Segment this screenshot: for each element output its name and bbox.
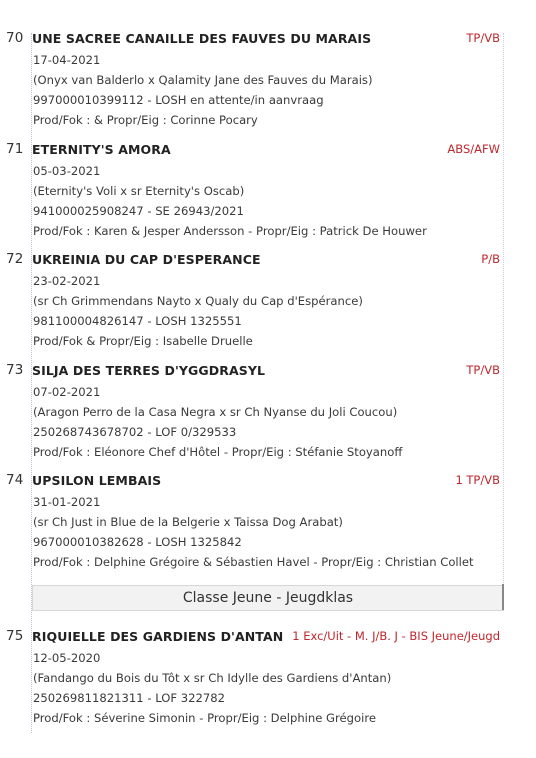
parents-line: (Eternity's Voli x sr Eternity's Oscab) <box>33 184 245 198</box>
dog-name: ETERNITY'S AMORA <box>32 142 171 157</box>
entry-result: ABS/AFW <box>447 142 500 156</box>
breeder-owner-line: Prod/Fok : Delphine Grégoire & Sébastien Havel - Propr/Eig : Christian Collet <box>33 555 474 569</box>
breeder-owner-line: Prod/Fok : Karen & Jesper Andersson - Propr/Eig : Patrick De Houwer <box>33 224 427 238</box>
entry-header <box>0 472 536 492</box>
id-registration-line: 941000025908247 - SE 26943/2021 <box>33 204 244 218</box>
date-of-birth: 17-04-2021 <box>33 53 101 67</box>
entry-number: 75 <box>6 628 24 644</box>
parents-line: (Aragon Perro de la Casa Negra x sr Ch Nyanse du Joli Coucou) <box>33 405 398 419</box>
catalog-entry <box>0 628 536 728</box>
entry-result: 1 TP/VB <box>455 473 500 487</box>
catalog-entry <box>0 472 536 572</box>
class-heading-edge <box>502 584 504 610</box>
entry-result: TP/VB <box>466 31 500 45</box>
breeder-owner-line: Prod/Fok : Eléonore Chef d'Hôtel - Propr/Eig : Stéfanie Stoyanoff <box>33 445 403 459</box>
id-registration-line: 981100004826147 - LOSH 1325551 <box>33 314 242 328</box>
dog-name: UKREINIA DU CAP D'ESPERANCE <box>32 252 261 267</box>
parents-line: (Onyx van Balderlo x Qalamity Jane des Fauves du Marais) <box>33 73 373 87</box>
dog-name: UNE SACREE CANAILLE DES FAUVES DU MARAIS <box>32 31 372 46</box>
parents-line: (sr Ch Grimmendans Nayto x Qualy du Cap d'Espérance) <box>33 294 363 308</box>
entry-result: P/B <box>481 252 500 266</box>
entry-number: 72 <box>6 251 24 267</box>
entry-header <box>0 141 536 161</box>
dog-name: UPSILON LEMBAIS <box>32 473 162 488</box>
date-of-birth: 07-02-2021 <box>33 385 101 399</box>
id-registration-line: 967000010382628 - LOSH 1325842 <box>33 535 242 549</box>
dog-name: SILJA DES TERRES D'YGGDRASYL <box>32 363 266 378</box>
breeder-owner-line: Prod/Fok & Propr/Eig : Isabelle Druelle <box>33 334 253 348</box>
catalog-entry <box>0 141 536 241</box>
catalog-entry <box>0 362 536 462</box>
entry-result: 1 Exc/Uit - M. J/B. J - BIS Jeune/Jeugd <box>292 629 500 643</box>
date-of-birth: 05-03-2021 <box>33 164 101 178</box>
catalog-entry <box>0 30 536 130</box>
date-of-birth: 12-05-2020 <box>33 651 101 665</box>
breeder-owner-line: Prod/Fok : & Propr/Eig : Corinne Pocary <box>33 113 258 127</box>
entry-result: TP/VB <box>466 363 500 377</box>
entry-number: 70 <box>6 30 24 46</box>
entry-number: 71 <box>6 141 24 157</box>
id-registration-line: 250269811821311 - LOF 322782 <box>33 691 225 705</box>
entry-number: 73 <box>6 362 24 378</box>
breeder-owner-line: Prod/Fok : Séverine Simonin - Propr/Eig : Delphine Grégoire <box>33 711 377 725</box>
entry-number: 74 <box>6 472 24 488</box>
entry-header <box>0 628 536 648</box>
entry-header <box>0 362 536 382</box>
date-of-birth: 23-02-2021 <box>33 274 101 288</box>
entry-header <box>0 251 536 271</box>
class-heading: Classe Jeune - Jeugdklas <box>32 585 504 611</box>
catalog-entry <box>0 251 536 351</box>
id-registration-line: 997000010399112 - LOSH en attente/in aanvraag <box>33 93 324 107</box>
dog-name: RIQUIELLE DES GARDIENS D'ANTAN <box>32 629 284 644</box>
entry-header <box>0 30 536 50</box>
parents-line: (Fandango du Bois du Tôt x sr Ch Idylle des Gardiens d'Antan) <box>33 671 392 685</box>
date-of-birth: 31-01-2021 <box>33 495 101 509</box>
id-registration-line: 250268743678702 - LOF 0/329533 <box>33 425 237 439</box>
parents-line: (sr Ch Just in Blue de la Belgerie x Taissa Dog Arabat) <box>33 515 343 529</box>
